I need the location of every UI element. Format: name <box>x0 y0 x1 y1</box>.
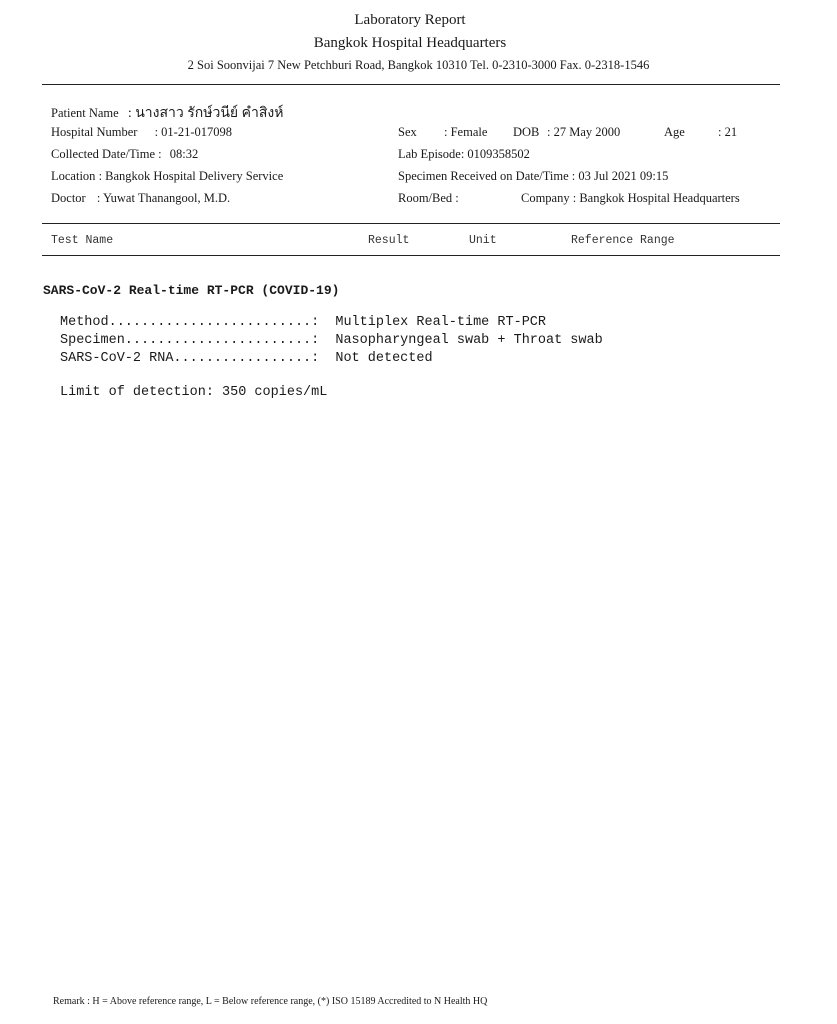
col-test-name: Test Name <box>51 234 114 247</box>
method-label: Method.........................: <box>60 315 320 330</box>
patient-name-label: Patient Name <box>51 106 119 120</box>
col-result: Result <box>368 234 410 247</box>
table-header-divider <box>42 255 780 256</box>
result-row-method <box>60 315 546 330</box>
patient-name-value: : นางสาว รักษ์วนีย์ คำสิงห์ <box>127 106 284 121</box>
report-title: Laboratory Report <box>354 12 466 28</box>
col-reference-range: Reference Range <box>571 234 675 247</box>
dob-label: DOB <box>513 125 540 139</box>
collected-label: Collected Date/Time : <box>51 147 162 161</box>
age-label: Age <box>664 125 685 139</box>
collected-row <box>51 147 198 162</box>
header-divider <box>42 84 780 85</box>
room-bed: Room/Bed : <box>398 191 459 205</box>
test-section-title: SARS-CoV-2 Real-time RT-PCR (COVID-19) <box>43 283 340 298</box>
patient-info-divider <box>42 223 780 224</box>
hospital-name: Bangkok Hospital Headquarters <box>313 35 507 51</box>
sex-value: : Female <box>444 125 488 139</box>
result-row-specimen <box>60 333 603 348</box>
rna-value: Not detected <box>335 351 433 366</box>
lab-episode: Lab Episode: 0109358502 <box>398 147 530 161</box>
location-value: : Bangkok Hospital Delivery Service <box>98 169 284 183</box>
doctor-row <box>51 191 230 206</box>
doctor-value: : Yuwat Thanangool, M.D. <box>96 191 231 205</box>
specimen-received: Specimen Received on Date/Time : 03 Jul 2021 09:15 <box>398 169 669 183</box>
doctor-label: Doctor <box>51 191 86 205</box>
detection-limit-note: Limit of detection: 350 copies/mL <box>60 385 328 400</box>
patient-name-row <box>51 102 283 124</box>
hospital-number-row <box>51 125 232 140</box>
rna-label: SARS-CoV-2 RNA.................: <box>60 351 320 366</box>
location-row <box>51 169 283 184</box>
age-value: : 21 <box>718 125 738 139</box>
hospital-address: 2 Soi Soonvijai 7 New Petchburi Road, Bangkok 10310 Tel. 0-2310-3000 Fax. 0-2318-1546 <box>187 58 650 72</box>
dob-value: : 27 May 2000 <box>547 125 621 139</box>
collected-value: 08:32 <box>169 147 199 161</box>
location-label: Location <box>51 169 96 183</box>
hospital-number-value: : 01-21-017098 <box>154 125 233 139</box>
col-unit: Unit <box>469 234 497 247</box>
sex-label: Sex <box>398 125 417 139</box>
specimen-label: Specimen.......................: <box>60 333 320 348</box>
method-value: Multiplex Real-time RT-PCR <box>335 315 546 330</box>
specimen-value: Nasopharyngeal swab + Throat swab <box>335 333 603 348</box>
footer-remark: Remark : H = Above reference range, L = Below reference range, (*) ISO 15189 Accredited to N Health HQ <box>53 996 488 1007</box>
hospital-number-label: Hospital Number <box>51 125 138 139</box>
company: Company : Bangkok Hospital Headquarters <box>521 191 740 205</box>
result-row-rna <box>60 351 433 366</box>
